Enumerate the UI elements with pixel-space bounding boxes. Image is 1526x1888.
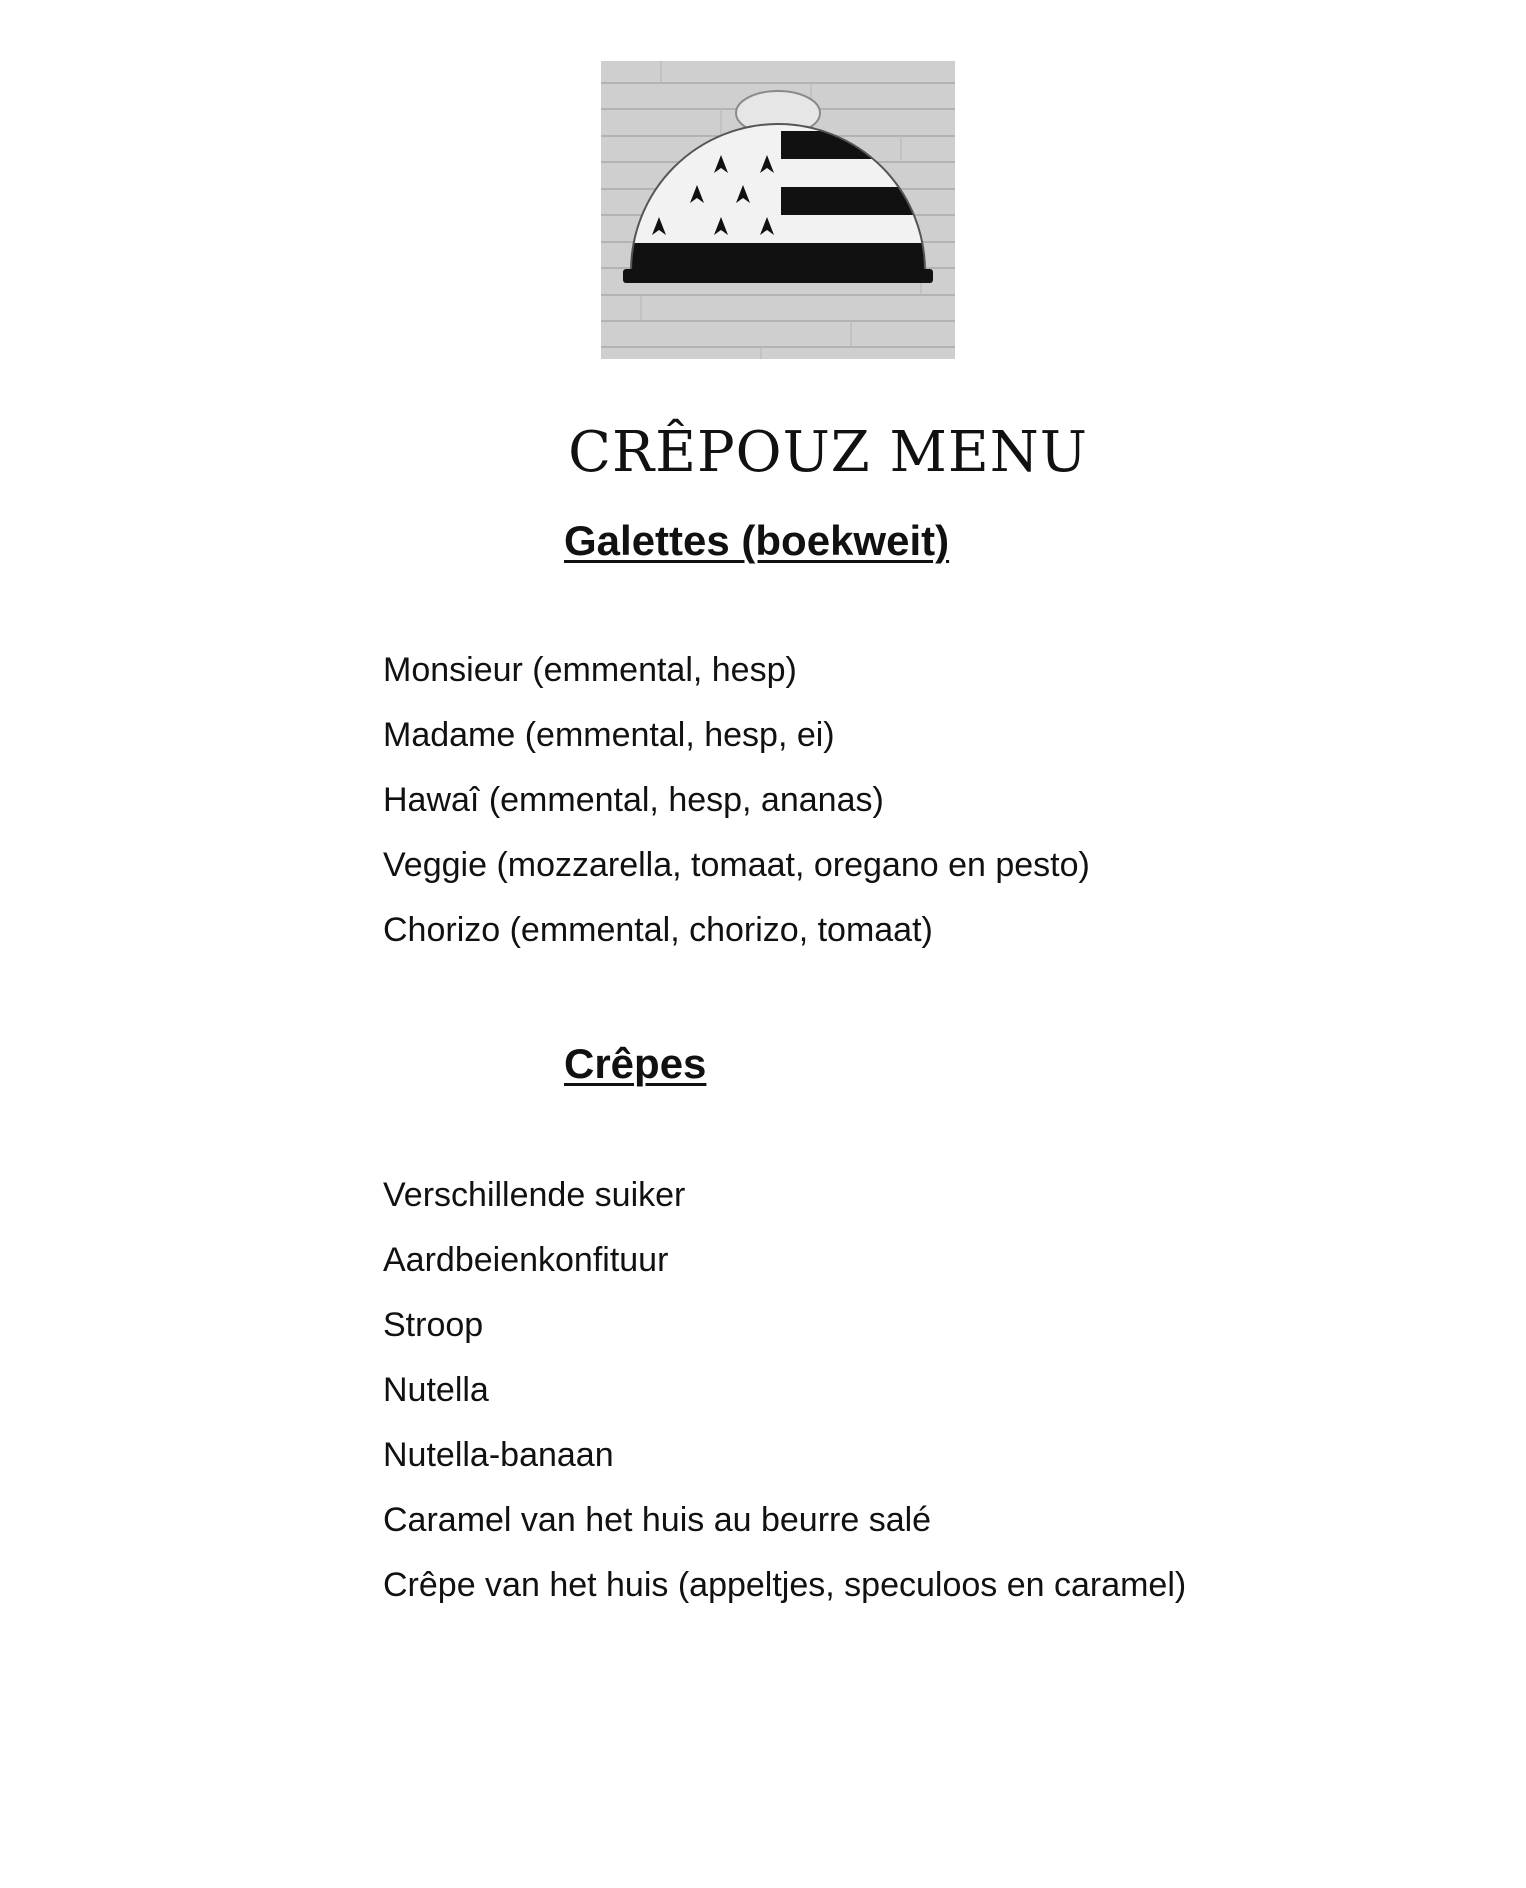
section-heading-crepes: Crêpes xyxy=(564,1040,707,1087)
list-item: Crêpe van het huis (appeltjes, speculoos en caramel) xyxy=(383,1566,1187,1604)
menu-title: CRÊPOUZ MENU xyxy=(568,420,1088,485)
breton-flag-cloche-icon xyxy=(601,61,955,359)
section-heading-galettes: Galettes (boekweit) xyxy=(564,517,950,564)
list-item: Madame (emmental, hesp, ei) xyxy=(383,716,835,754)
list-item: Veggie (mozzarella, tomaat, oregano en pesto) xyxy=(383,846,1090,884)
crepes-list xyxy=(383,1163,1186,1618)
list-item: Stroop xyxy=(383,1306,484,1344)
list-item: Caramel van het huis au beurre salé xyxy=(383,1501,932,1539)
list-item: Nutella-banaan xyxy=(383,1436,614,1474)
list-item: Hawaî (emmental, hesp, ananas) xyxy=(383,781,884,819)
list-item: Monsieur (emmental, hesp) xyxy=(383,651,797,689)
logo xyxy=(601,61,955,359)
list-item: Chorizo (emmental, chorizo, tomaat) xyxy=(383,911,933,949)
list-item: Nutella xyxy=(383,1371,489,1409)
list-item: Verschillende suiker xyxy=(383,1176,686,1214)
galettes-list xyxy=(383,638,1090,963)
list-item: Aardbeienkonfituur xyxy=(383,1241,669,1279)
